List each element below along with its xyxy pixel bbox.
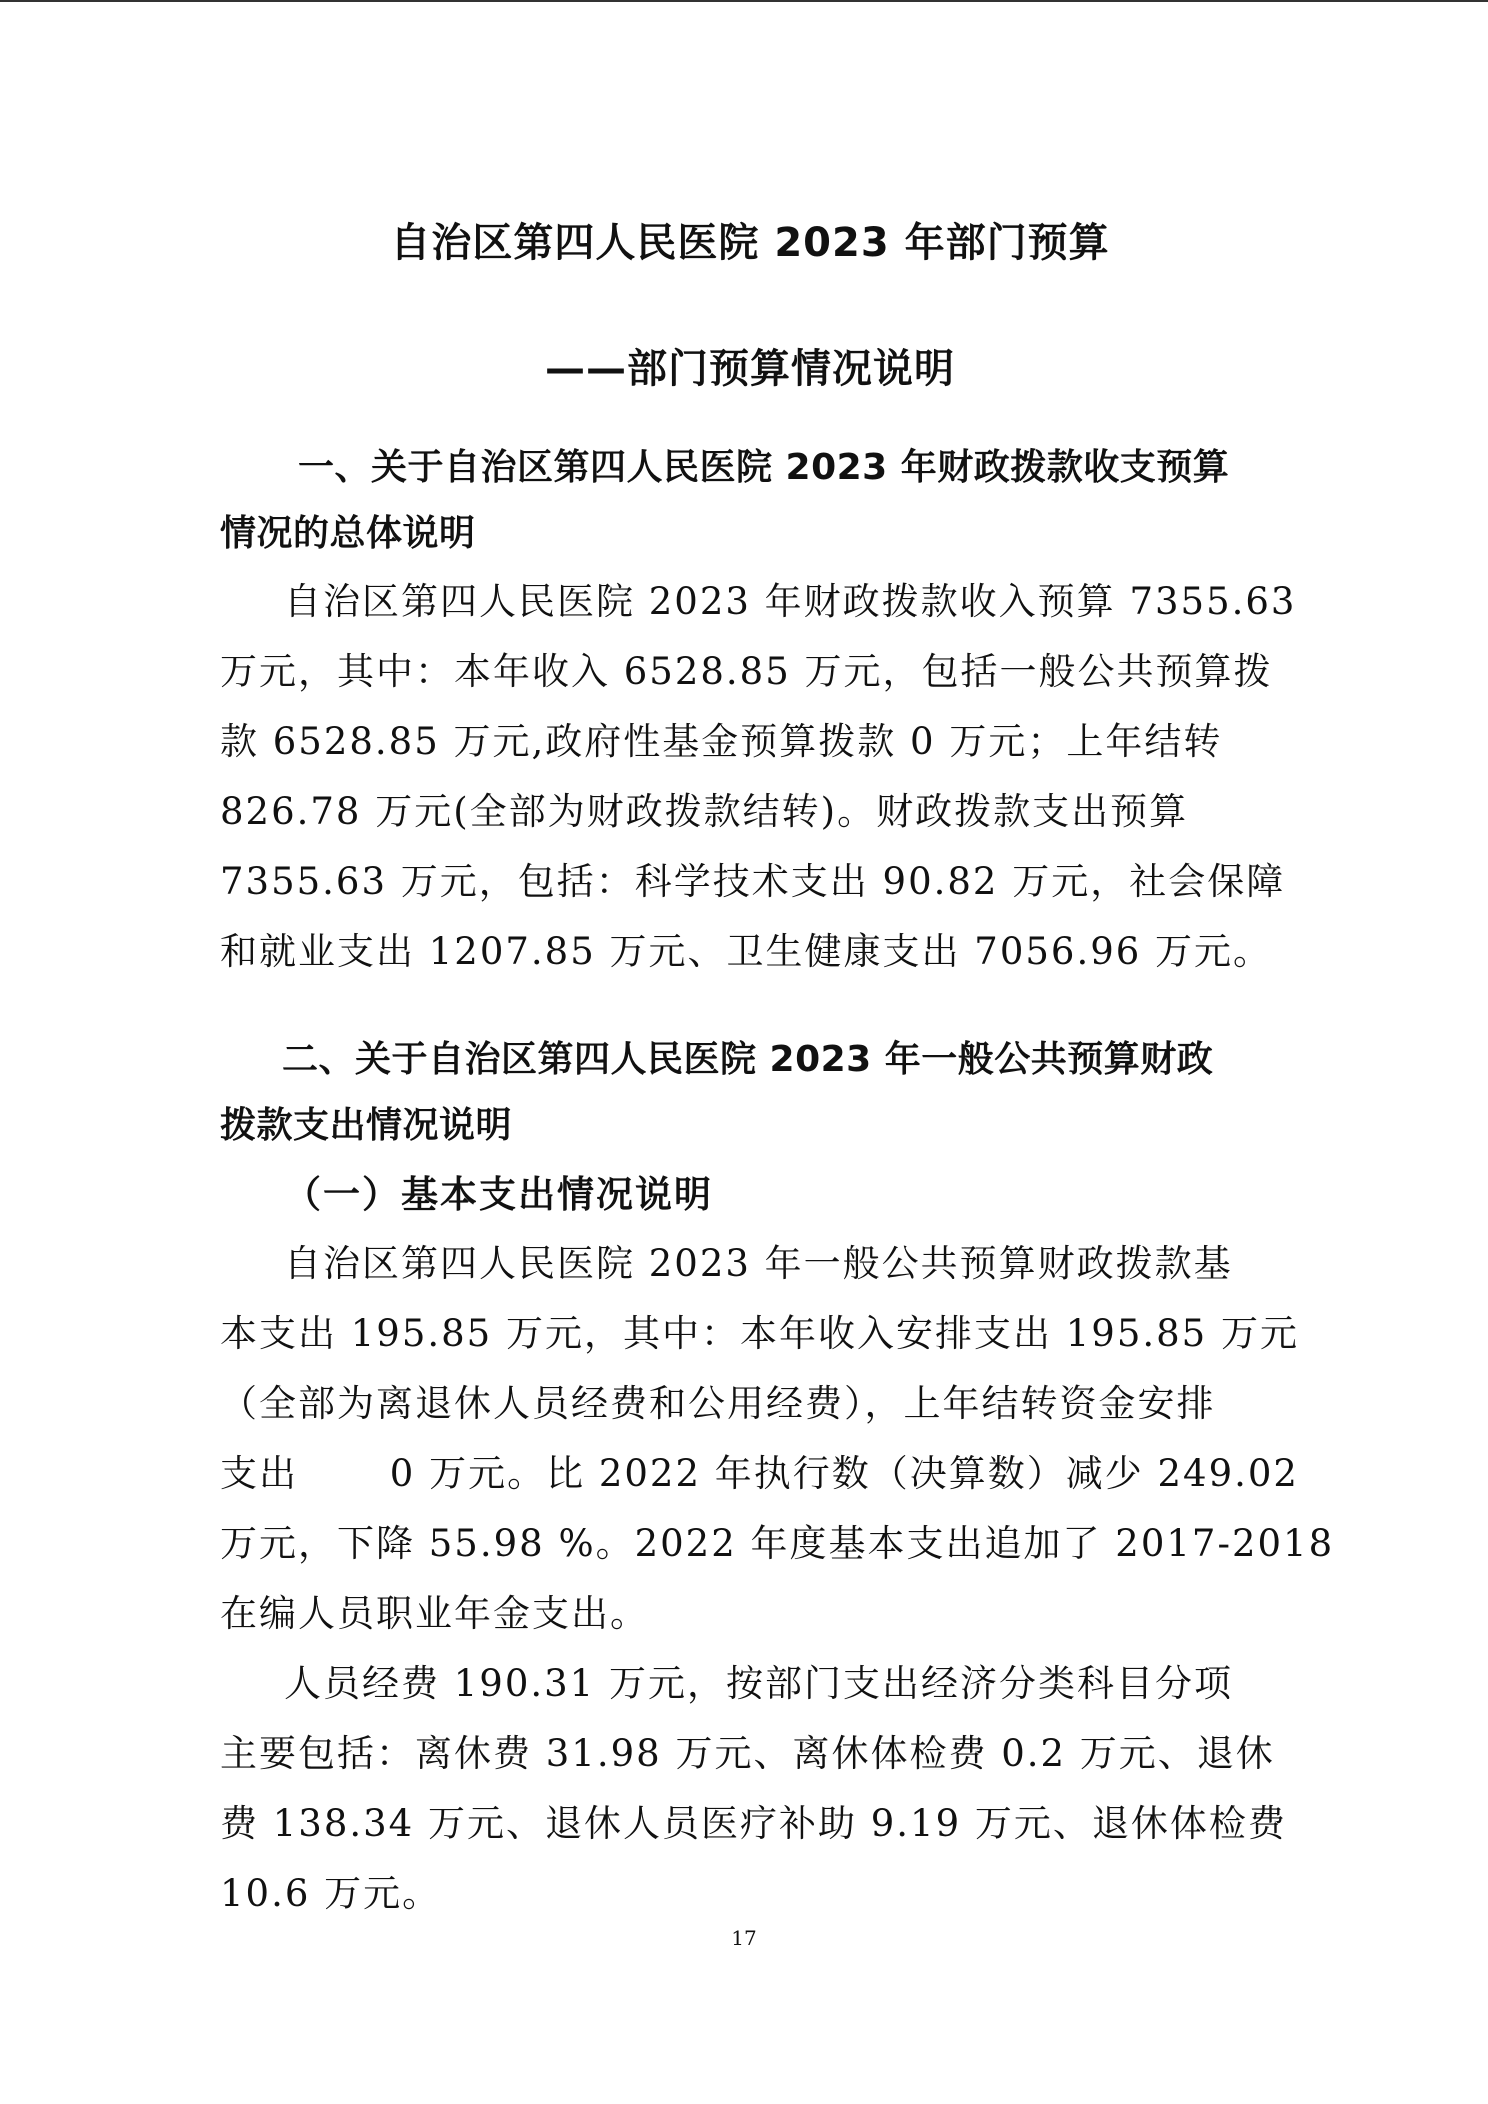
paragraph-line: 在编人员职业年金支出。 <box>220 1592 649 1635</box>
paragraph-line: 款 6528.85 万元,政府性基金预算拨款 0 万元；上年结转 <box>220 720 1223 763</box>
document-title: 自治区第四人民医院 2023 年部门预算 <box>390 220 1110 266</box>
paragraph-line: 主要包括：离休费 31.98 万元、离休体检费 0.2 万元、退休 <box>220 1732 1275 1775</box>
section-2-heading-line: 拨款支出情况说明 <box>220 1105 513 1146</box>
paragraph-line: 人员经费 190.31 万元，按部门支出经济分类科目分项 <box>284 1662 1233 1705</box>
paragraph-line: 自治区第四人民医院 2023 年财政拨款收入预算 7355.63 <box>284 580 1297 623</box>
paragraph-line: 7355.63 万元，包括：科学技术支出 90.82 万元，社会保障 <box>220 860 1286 903</box>
paragraph-line: 826.78 万元(全部为财政拨款结转)。财政拨款支出预算 <box>220 790 1189 833</box>
paragraph-line: （全部为离退休人员经费和公用经费），上年结转资金安排 <box>220 1382 1216 1425</box>
section-2-paragraph-1 <box>220 1229 1335 1649</box>
subsection-1-heading: （一）基本支出情况说明 <box>284 1172 713 1216</box>
paragraph-line: 万元，下降 55.98 %。2022 年度基本支出追加了 2017-2018 <box>220 1522 1335 1565</box>
paragraph-line: 支出 0 万元。比 2022 年执行数（决算数）减少 249.02 <box>220 1452 1299 1495</box>
document-page <box>220 205 1335 1929</box>
paragraph-line: 10.6 万元。 <box>220 1872 442 1915</box>
paragraph-line: 本支出 195.85 万元，其中：本年收入安排支出 195.85 万元 <box>220 1312 1299 1355</box>
paragraph-line: 和就业支出 1207.85 万元、卫生健康支出 7056.96 万元。 <box>220 930 1273 973</box>
page-number: 17 <box>731 1926 757 1950</box>
section-1-heading <box>220 435 1280 567</box>
section-1-paragraph <box>220 567 1297 987</box>
section-2-heading <box>220 1027 1280 1159</box>
section-1-heading-line: 一、关于自治区第四人民医院 2023 年财政拨款收支预算 <box>298 447 1230 488</box>
section-1-heading-line: 情况的总体说明 <box>220 513 476 554</box>
section-2-heading-line: 二、关于自治区第四人民医院 2023 年一般公共预算财政 <box>282 1039 1214 1080</box>
section-2-paragraph-2 <box>220 1649 1287 1929</box>
paragraph-line: 费 138.34 万元、退休人员医疗补助 9.19 万元、退休体检费 <box>220 1802 1287 1845</box>
document-subtitle: ——部门预算情况说明 <box>545 346 955 392</box>
paragraph-line: 自治区第四人民医院 2023 年一般公共预算财政拨款基 <box>284 1242 1233 1285</box>
page-top-border <box>0 0 1488 2</box>
paragraph-line: 万元，其中：本年收入 6528.85 万元，包括一般公共预算拨 <box>220 650 1273 693</box>
